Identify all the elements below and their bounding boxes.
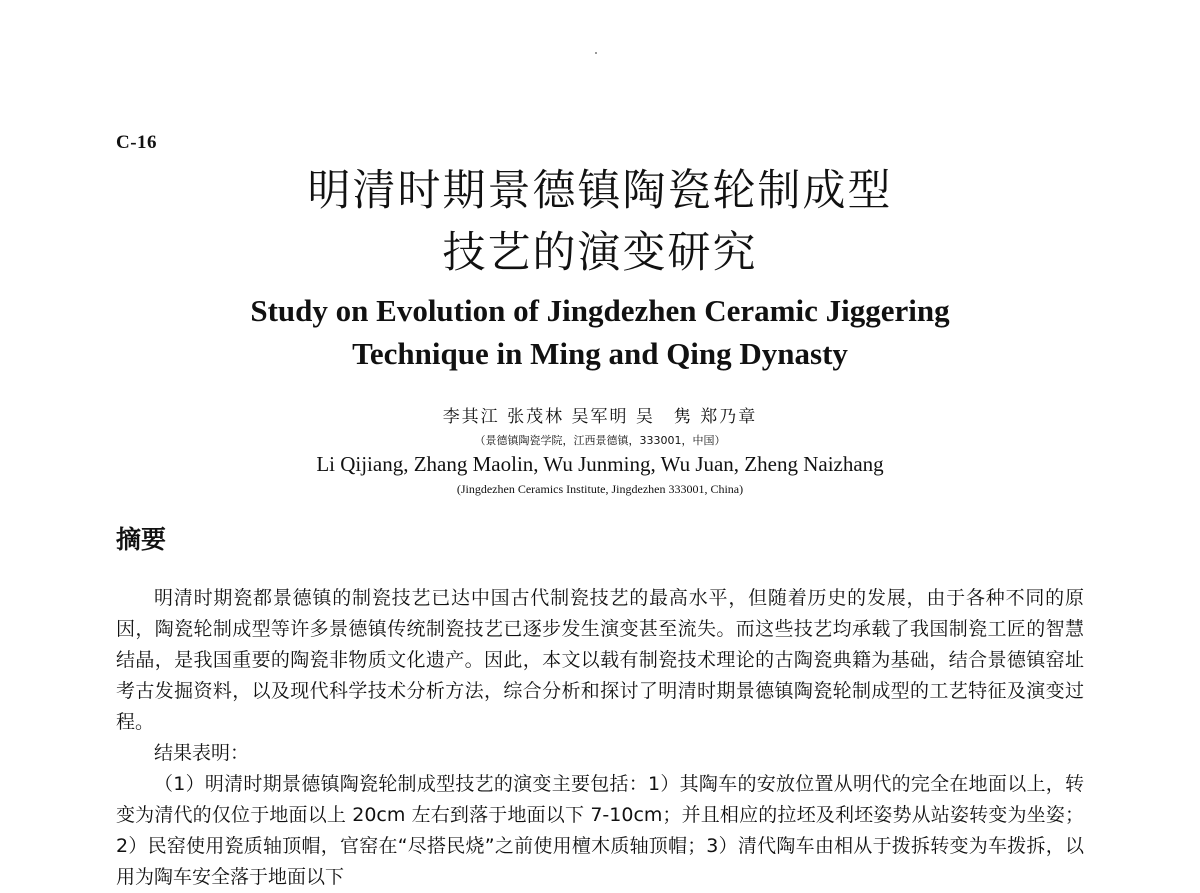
paper-code: C-16 bbox=[116, 132, 158, 153]
title-en-line2: Technique in Ming and Qing Dynasty bbox=[352, 336, 848, 371]
abstract-paragraph-1: 明清时期瓷都景德镇的制瓷技艺已达中国古代制瓷技艺的最高水平，但随着历史的发展，由于各种不同的原因，陶瓷轮制成型等许多景德镇传统制瓷技艺已逐步发生演变甚至流失。而这些技艺均承载了我国制瓷工匠的智慧结晶，是我国重要的陶瓷非物质文化遗产。因此，本文以载有制瓷技术理论的古陶瓷典籍为基础，结合景德镇窑址考古发掘资料，以及现代科学技术分析方法，综合分析和探讨了明清时期景德镇陶瓷轮制成型的工艺特征及演变过程。 bbox=[116, 587, 1084, 733]
abstract-paragraph-2: 结果表明： bbox=[154, 742, 250, 764]
abstract-heading: 摘要 bbox=[116, 525, 167, 554]
title-zh-line1: 明清时期景德镇陶瓷轮制成型 bbox=[307, 166, 893, 216]
abstract-body bbox=[116, 583, 1084, 893]
affiliation-en: (Jingdezhen Ceramics Institute, Jingdezhen 333001, China) bbox=[456, 482, 744, 496]
title-zh-line2: 技艺的演变研究 bbox=[442, 228, 758, 278]
abstract-paragraph-3: （1）明清时期景德镇陶瓷轮制成型技艺的演变主要包括：1）其陶车的安放位置从明代的完全在地面以上，转变为清代的仅位于地面以上 20cm 左右到落于地面以下 7-10cm；并且相应的拉坯及利坯姿势从站姿转变为坐姿；2）民窑使用瓷质轴顶帽，官窑在“尽搭民烧”之前使用檀木质轴顶帽；3）清代陶车由相从于拨拆转变为车拨拆，以用为陶车安全落于地面以下 bbox=[116, 773, 1084, 888]
scan-speck bbox=[595, 52, 597, 54]
title-en-line1: Study on Evolution of Jingdezhen Ceramic Jiggering bbox=[250, 293, 950, 328]
authors-zh: 李其江 张茂林 吴军明 吴 隽 郑乃章 bbox=[442, 407, 758, 427]
authors-en: Li Qijiang, Zhang Maolin, Wu Junming, Wu Juan, Zheng Naizhang bbox=[316, 452, 884, 476]
affiliation-zh: （景德镇陶瓷学院，江西景德镇，333001，中国） bbox=[474, 434, 726, 447]
